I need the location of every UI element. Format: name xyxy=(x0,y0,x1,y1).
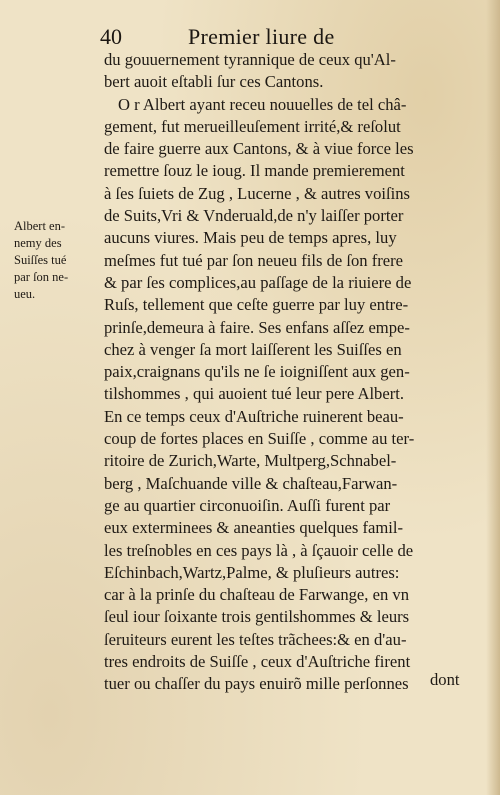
text-line: berg , Maſchuande ville & chaſteau,Farwan- xyxy=(104,473,398,493)
text-line: gement, fut merueilleuſement irrité,& reſolut xyxy=(104,116,401,136)
text-line: ſeul iour ſoixante trois gentilshommes & leurs xyxy=(104,607,410,627)
text-line: meſmes fut tué par ſon neueu fils de ſon frere xyxy=(104,250,404,270)
text-line: tuer ou chaſſer du pays enuirõ mille perſonnes xyxy=(104,674,409,694)
margin-note-line: ueu. xyxy=(14,287,36,301)
text-line: eux exterminees & aneanties quelques famil- xyxy=(104,518,404,538)
margin-note-line: par ſon ne- xyxy=(14,270,69,284)
text-line: O r Albert ayant receu nouuelles de tel châ- xyxy=(118,94,407,114)
text-line: à ſes ſuiets de Zug , Lucerne , & autres voiſins xyxy=(104,183,410,203)
text-line: aucuns viures. Mais peu de temps apres, luy xyxy=(104,228,397,248)
margin-note-line: Albert en- xyxy=(14,219,66,233)
text-line: ſeruiteurs eurent les teſtes trãchees:& en d'au- xyxy=(104,629,407,649)
text-line: & par ſes complices,au paſſage de la riuiere de xyxy=(104,272,412,292)
margin-note xyxy=(14,218,100,303)
catchword: dont xyxy=(430,670,460,689)
page-number: 40 xyxy=(100,24,122,49)
text-line: En ce temps ceux d'Auſtriche ruinerent beau- xyxy=(104,406,404,426)
text-line: prinſe,demeura à faire. Ses enfans aſſez empe- xyxy=(104,317,410,337)
text-line: les treſnobles en ces pays là , à ſçauoir celle de xyxy=(104,540,414,560)
body-text xyxy=(104,49,460,696)
margin-note-line: nemy des xyxy=(14,236,62,250)
text-line: chez à venger ſa mort laiſſerent les Suiſſes en xyxy=(104,339,402,359)
text-line: coup de fortes places en Suiſſe , comme au ter- xyxy=(104,429,415,449)
page-header xyxy=(100,24,460,48)
text-line: paix,craignans qu'ils ne ſe ioigniſſent aux gen- xyxy=(104,362,410,382)
text-line: bert auoit eſtabli ſur ces Cantons. xyxy=(104,72,324,92)
text-line: remettre ſouz le ioug. Il mande premierement xyxy=(104,161,405,181)
text-line: de faire guerre aux Cantons, & à viue force les xyxy=(104,139,414,159)
text-line: ge au quartier circonuoiſin. Auſſi furent par xyxy=(104,495,391,515)
text-line: tres endroits de Suiſſe , ceux d'Auſtriche firent xyxy=(104,652,411,672)
text-line: de Suits,Vri & Vnderuald,de n'y laiſſer porter xyxy=(104,206,404,226)
text-line: car à la prinſe du chaſteau de Farwange, en vn xyxy=(104,585,409,605)
page-edge-shadow xyxy=(486,0,500,795)
text-line: Ruſs, tellement que ceſte guerre par luy entre- xyxy=(104,295,409,315)
margin-note-line: Suiſſes tué xyxy=(14,253,67,267)
text-line: Eſchinbach,Wartz,Palme, & pluſieurs autres: xyxy=(104,562,400,582)
running-head: Premier liure de xyxy=(188,24,335,49)
text-line: du gouuernement tyrannique de ceux qu'Al- xyxy=(104,50,396,69)
text-line: ritoire de Zurich,Warte, Multperg,Schnabel- xyxy=(104,451,397,471)
text-line: tilshommes , qui auoient tué leur pere Albert. xyxy=(104,384,404,404)
